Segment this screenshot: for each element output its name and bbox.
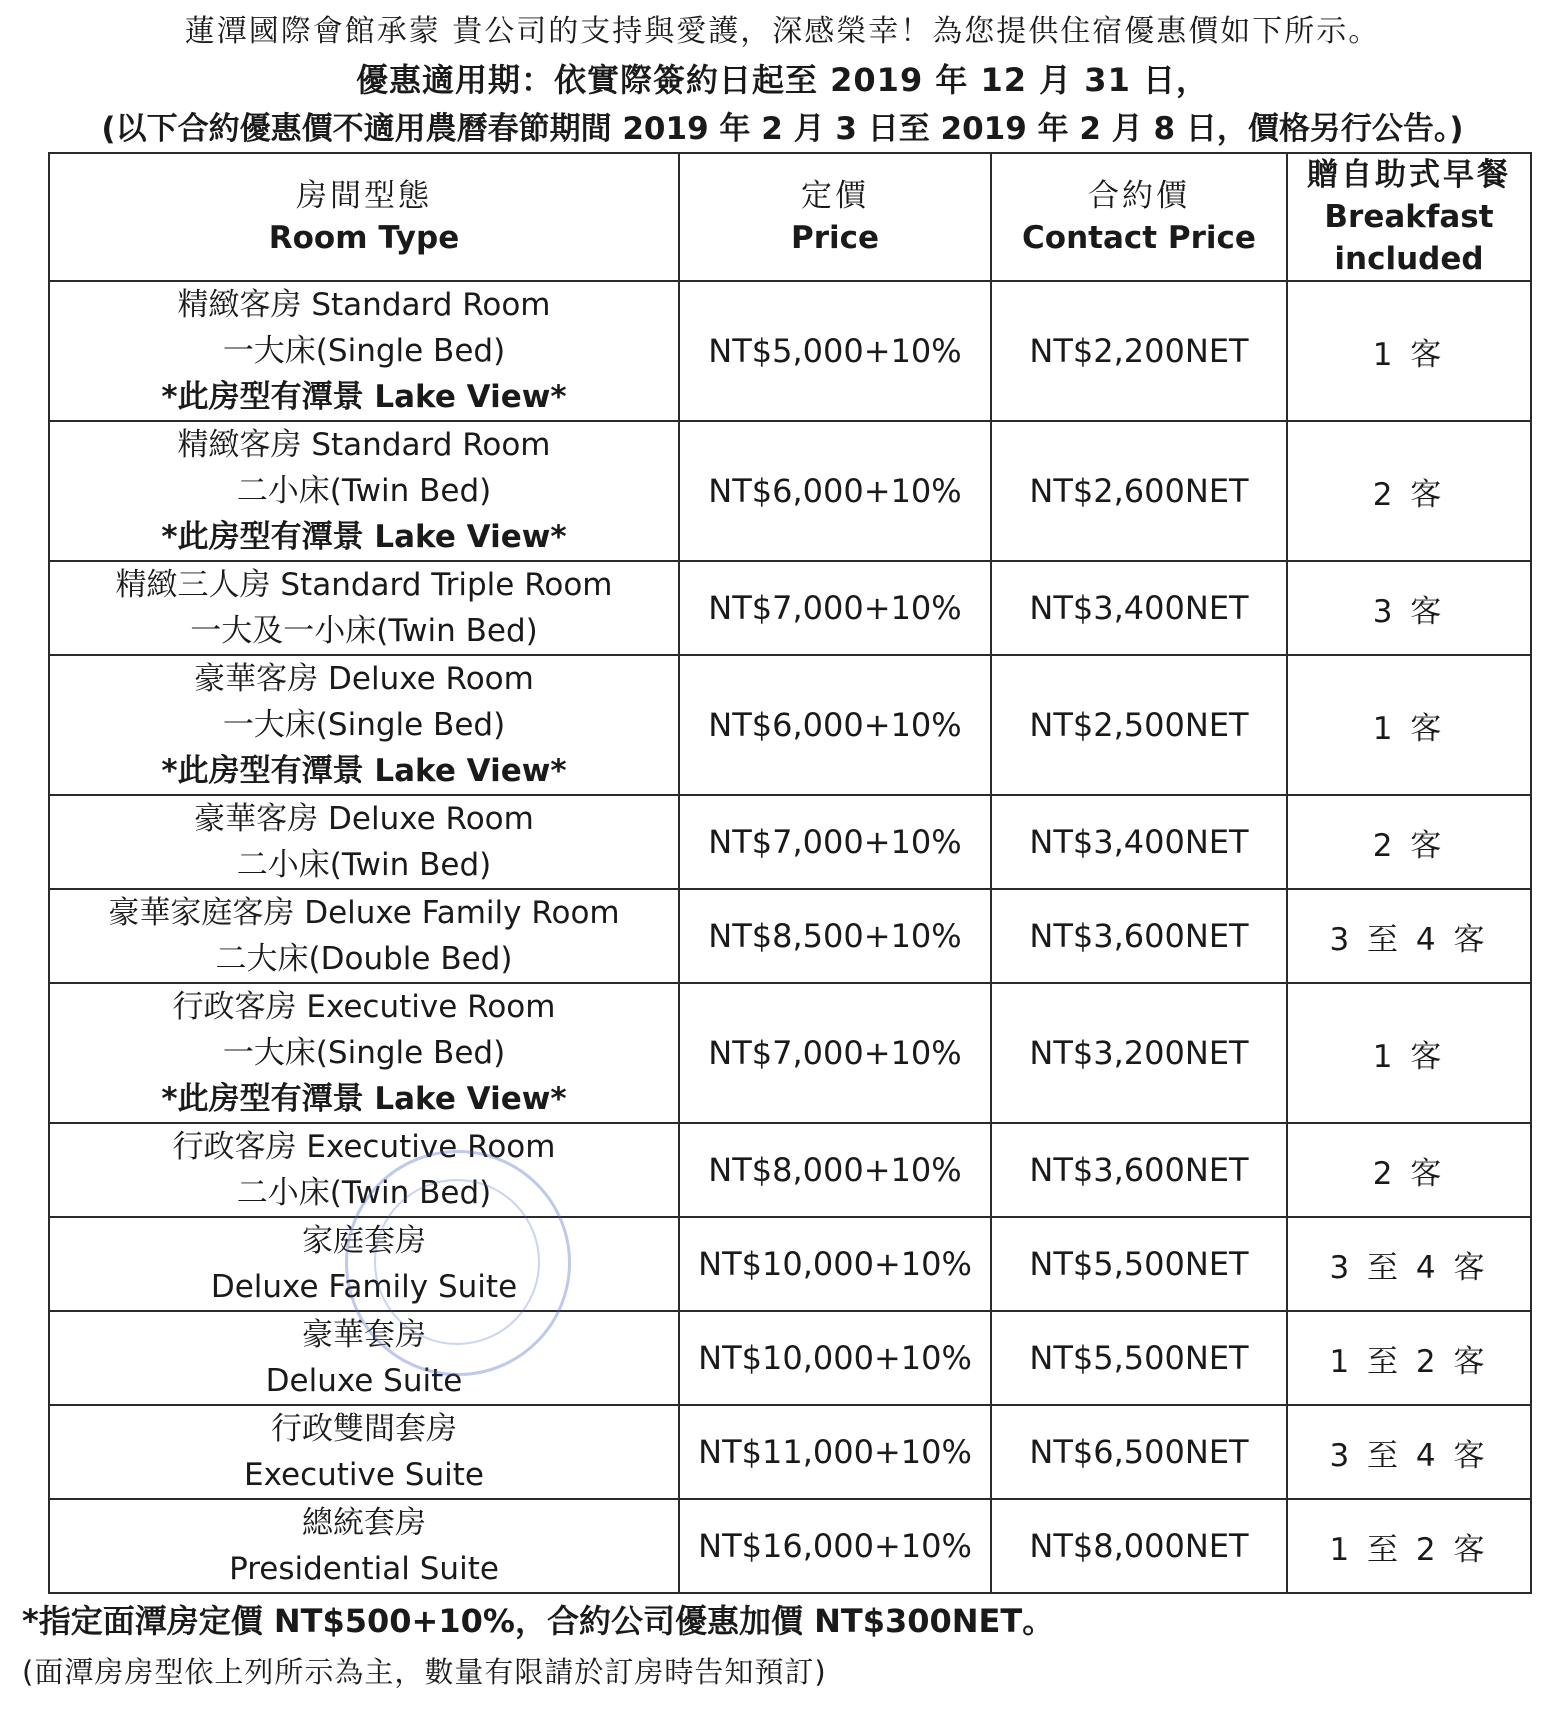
room-bed-type: Presidential Suite: [229, 1551, 499, 1587]
table-row: [49, 1123, 1531, 1217]
contract-price-header: [991, 153, 1287, 281]
breakfast-cell: 3 至 4 客: [1287, 889, 1531, 983]
breakfast-cell: 1 客: [1287, 655, 1531, 795]
lake-view-booking-note: (面潭房房型依上列所示為主，數量有限請於訂房時告知預訂): [22, 1655, 827, 1689]
room-bed-type: Deluxe Family Suite: [210, 1269, 518, 1305]
table-row: [49, 889, 1531, 983]
room-type-cell: [49, 421, 679, 561]
breakfast-cell: 2 客: [1287, 421, 1531, 561]
breakfast-cell: 3 客: [1287, 561, 1531, 655]
breakfast-header-zh: 贈自助式早餐: [1307, 157, 1511, 193]
room-type-name: 精緻客房 Standard Room: [177, 287, 551, 323]
room-type-cell: [49, 1405, 679, 1499]
contract-price-cell: NT$8,000NET: [991, 1499, 1287, 1593]
contract-price-cell: NT$5,500NET: [991, 1311, 1287, 1405]
table-row: [49, 1217, 1531, 1311]
contract-price-cell: NT$3,400NET: [991, 795, 1287, 889]
holiday-exclusion-note: (以下合約優惠價不適用農曆春節期間 2019 年 2 月 3 日至 2019 年 2 月 8 日，價格另行公告。): [101, 111, 1464, 147]
lake-view-surcharge-note: *指定面潭房定價 NT$500+10%，合約公司優惠加價 NT$300NET。: [22, 1602, 1055, 1640]
room-bed-type: 一大床(Single Bed): [222, 707, 506, 743]
contract-price-cell: NT$3,600NET: [991, 889, 1287, 983]
lake-view-note: *此房型有潭景 Lake View*: [161, 379, 567, 415]
contract-price-cell: NT$6,500NET: [991, 1405, 1287, 1499]
contract-price-header-en: Contact Price: [1022, 220, 1256, 256]
breakfast-header-en-1: Breakfast: [1324, 199, 1494, 235]
list-price-cell: NT$6,000+10%: [679, 655, 991, 795]
room-type-cell: [49, 889, 679, 983]
room-bed-type: 一大床(Single Bed): [222, 333, 506, 369]
room-bed-type: 二大床(Double Bed): [215, 941, 513, 977]
room-bed-type: 一大床(Single Bed): [222, 1035, 506, 1071]
room-type-header: [49, 153, 679, 281]
list-price-cell: NT$5,000+10%: [679, 281, 991, 421]
room-type-cell: [49, 1123, 679, 1217]
contract-price-header-zh: 合約價: [1088, 178, 1190, 214]
table-row: [49, 1311, 1531, 1405]
contract-price-cell: NT$2,200NET: [991, 281, 1287, 421]
room-bed-type: 二小床(Twin Bed): [236, 473, 492, 509]
breakfast-cell: 1 客: [1287, 983, 1531, 1123]
breakfast-cell: 2 客: [1287, 795, 1531, 889]
lake-view-note: *此房型有潭景 Lake View*: [161, 519, 567, 555]
room-type-name: 精緻三人房 Standard Triple Room: [115, 567, 613, 603]
list-price-cell: NT$10,000+10%: [679, 1311, 991, 1405]
room-type-name: 豪華套房: [302, 1317, 426, 1353]
contract-price-cell: NT$3,400NET: [991, 561, 1287, 655]
room-type-header-zh: 房間型態: [296, 178, 432, 214]
lake-view-note: *此房型有潭景 Lake View*: [161, 1081, 567, 1117]
contract-price-cell: NT$3,200NET: [991, 983, 1287, 1123]
room-type-cell: [49, 1217, 679, 1311]
room-type-name: 行政客房 Executive Room: [172, 1129, 556, 1165]
table-row: [49, 1405, 1531, 1499]
room-bed-type: 二小床(Twin Bed): [236, 1175, 492, 1211]
validity-period: 優惠適用期：依實際簽約日起至 2019 年 12 月 31 日，: [356, 61, 1209, 99]
breakfast-cell: 1 客: [1287, 281, 1531, 421]
room-type-name: 豪華客房 Deluxe Room: [194, 661, 534, 697]
list-price-cell: NT$16,000+10%: [679, 1499, 991, 1593]
room-type-name: 豪華客房 Deluxe Room: [194, 801, 534, 837]
table-row: [49, 655, 1531, 795]
room-bed-type: 二小床(Twin Bed): [236, 847, 492, 883]
lake-view-note: *此房型有潭景 Lake View*: [161, 753, 567, 789]
breakfast-cell: 1 至 2 客: [1287, 1311, 1531, 1405]
room-type-header-en: Room Type: [268, 220, 460, 256]
price-header-zh: 定價: [801, 178, 869, 214]
table-row: [49, 983, 1531, 1123]
room-bed-type: Executive Suite: [244, 1457, 484, 1493]
room-type-name: 家庭套房: [302, 1223, 426, 1259]
room-type-name: 總統套房: [302, 1505, 426, 1541]
contract-price-cell: NT$2,600NET: [991, 421, 1287, 561]
list-price-cell: NT$7,000+10%: [679, 983, 991, 1123]
list-price-cell: NT$8,000+10%: [679, 1123, 991, 1217]
breakfast-cell: 2 客: [1287, 1123, 1531, 1217]
breakfast-cell: 1 至 2 客: [1287, 1499, 1531, 1593]
list-price-cell: NT$8,500+10%: [679, 889, 991, 983]
table-row: [49, 561, 1531, 655]
list-price-cell: NT$7,000+10%: [679, 561, 991, 655]
breakfast-header: [1287, 153, 1531, 281]
room-type-cell: [49, 983, 679, 1123]
list-price-cell: NT$6,000+10%: [679, 421, 991, 561]
table-row: [49, 421, 1531, 561]
room-rate-table: [48, 152, 1532, 1594]
room-type-name: 豪華家庭客房 Deluxe Family Room: [108, 895, 620, 931]
table-row: [49, 281, 1531, 421]
room-type-name: 精緻客房 Standard Room: [177, 427, 551, 463]
contract-price-cell: NT$5,500NET: [991, 1217, 1287, 1311]
room-bed-type: Deluxe Suite: [265, 1363, 463, 1399]
intro-greeting: 蓮潭國際會館承蒙 貴公司的支持與愛護，深感榮幸！為您提供住宿優惠價如下所示。: [184, 14, 1381, 49]
room-type-cell: [49, 1311, 679, 1405]
room-type-cell: [49, 1499, 679, 1593]
room-bed-type: 一大及一小床(Twin Bed): [190, 613, 538, 649]
contract-price-cell: NT$3,600NET: [991, 1123, 1287, 1217]
breakfast-header-en-2: included: [1334, 241, 1484, 277]
contract-price-cell: NT$2,500NET: [991, 655, 1287, 795]
room-type-name: 行政雙間套房: [271, 1411, 457, 1447]
breakfast-cell: 3 至 4 客: [1287, 1217, 1531, 1311]
room-type-cell: [49, 281, 679, 421]
room-type-cell: [49, 795, 679, 889]
room-type-cell: [49, 561, 679, 655]
breakfast-cell: 3 至 4 客: [1287, 1405, 1531, 1499]
list-price-cell: NT$7,000+10%: [679, 795, 991, 889]
price-header-en: Price: [790, 220, 880, 256]
table-row: [49, 1499, 1531, 1593]
price-header: [679, 153, 991, 281]
table-header-row: [49, 153, 1531, 281]
table-row: [49, 795, 1531, 889]
list-price-cell: NT$11,000+10%: [679, 1405, 991, 1499]
list-price-cell: NT$10,000+10%: [679, 1217, 991, 1311]
room-type-cell: [49, 655, 679, 795]
room-type-name: 行政客房 Executive Room: [172, 989, 556, 1025]
